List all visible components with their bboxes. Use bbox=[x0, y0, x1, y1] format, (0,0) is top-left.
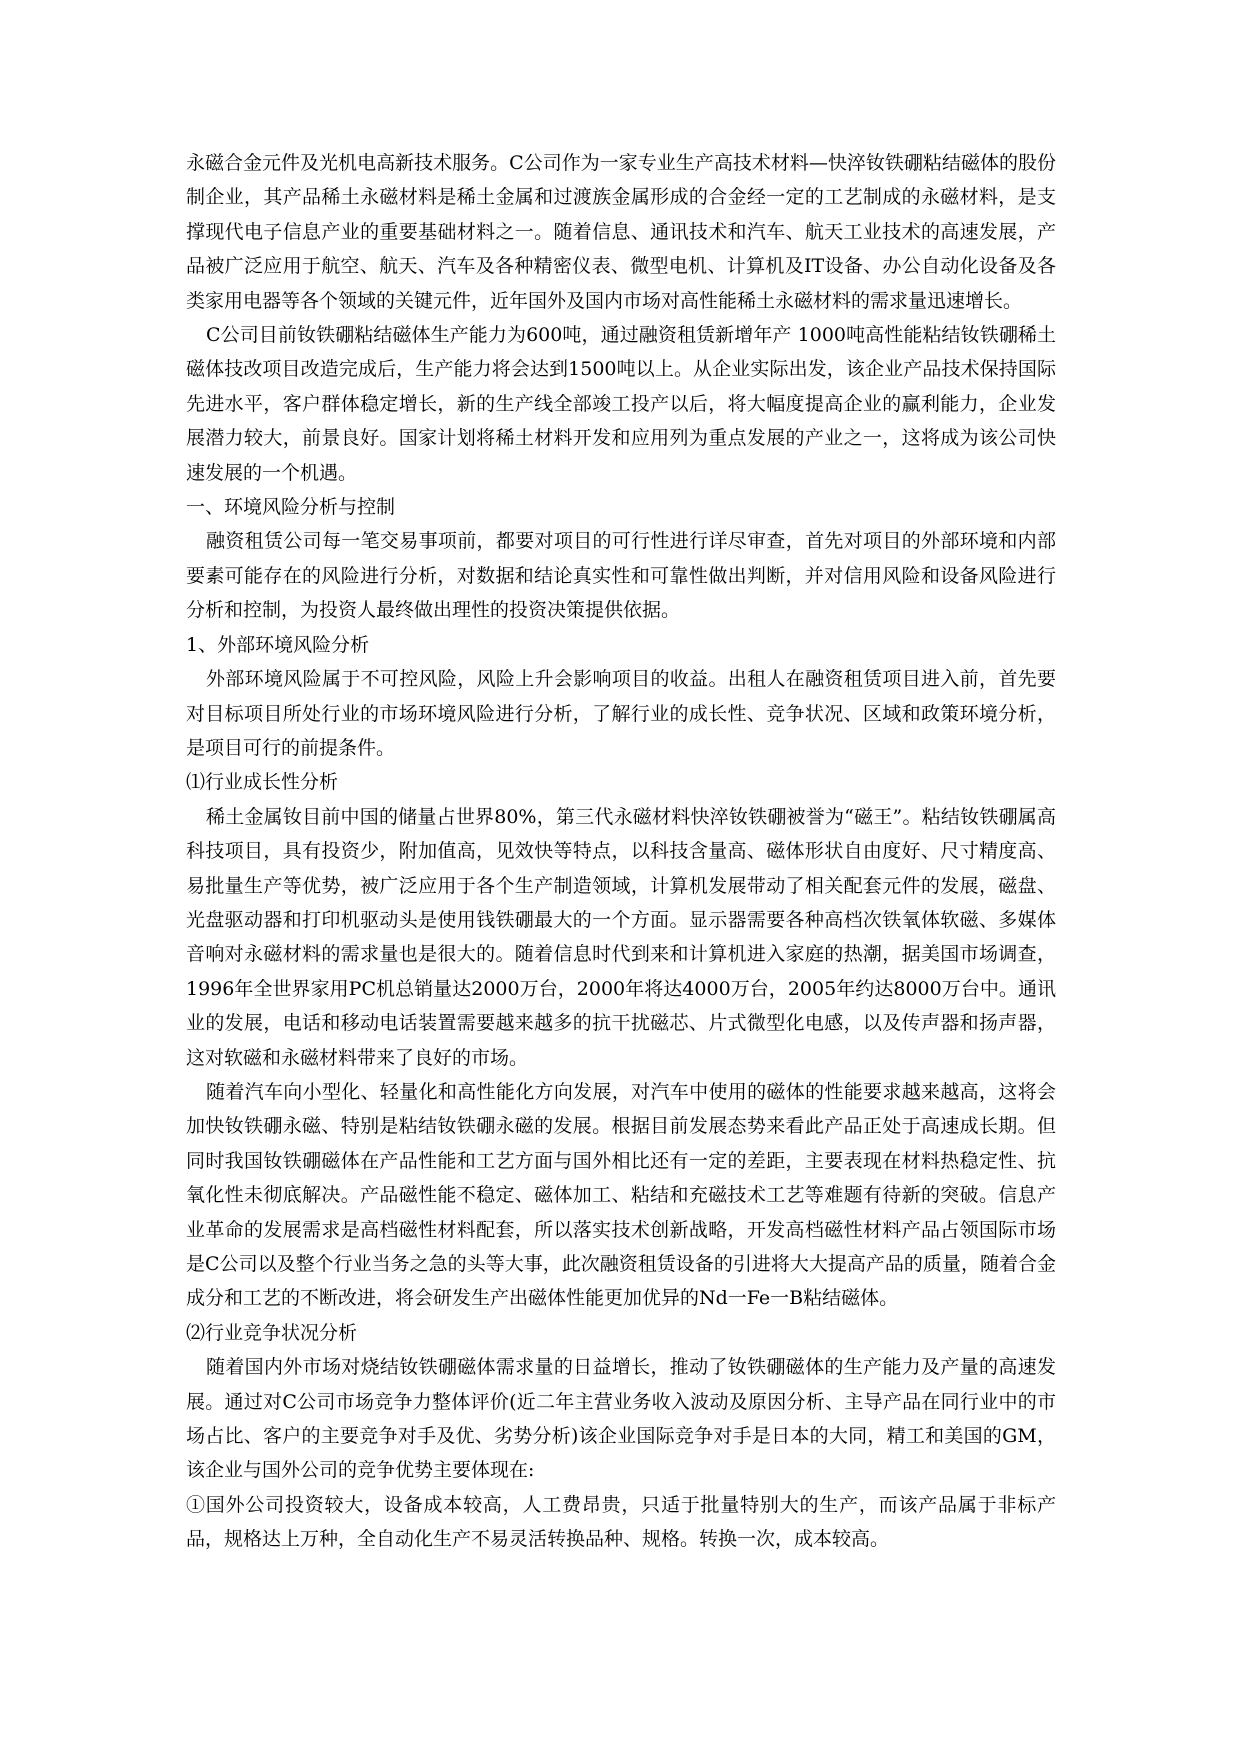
document-body bbox=[186, 146, 1056, 1557]
list-item: ①国外公司投资较大，设备成本较高，人工费昂贵，只适于批量特别大的生产，而该产品属于非标产品，规格达上万种，全自动化生产不易灵活转换品种、规格。转换一次，成本较高。 bbox=[186, 1493, 1056, 1551]
body-paragraph: 外部环境风险属于不可控风险，风险上升会影响项目的收益。出租人在融资租赁项目进入前，首先要对目标项目所处行业的市场环境风险进行分析，了解行业的成长性、竞争状况、区域和政策环境分析，是项目可行的前提条件。 bbox=[186, 668, 1056, 759]
body-paragraph: C公司目前钕铁硼粘结磁体生产能力为600吨，通过融资租赁新增年产 1000吨高性能粘结钕铁硼稀土磁体技改项目改造完成后，生产能力将会达到1500吨以上。从企业实际出发，该企业产品技术保持国际先进水平，客户群体稳定增长，新的生产线全部竣工投产以后，将大幅度提高企业的赢利能力，企业发展潜力较大，前景良好。国家计划将稀土材料开发和应用列为重点发展的产业之一，这将成为该公司快速发展的一个机遇。 bbox=[186, 324, 1056, 484]
subsection-heading: 1、外部环境风险分析 bbox=[186, 633, 370, 656]
body-paragraph: 融资租赁公司每一笔交易事项前，都要对项目的可行性进行详尽审查，首先对项目的外部环境和内部要素可能存在的风险进行分析，对数据和结论真实性和可靠性做出判断，并对信用风险和设备风险进行分析和控制，为投资人最终做出理性的投资决策提供依据。 bbox=[186, 530, 1056, 622]
body-paragraph: 稀土金属钕目前中国的储量占世界80%，第三代永磁材料快淬钕铁硼被誉为“磁王”。粘结钕铁硼属高科技项目，具有投资少，附加值高，见效快等特点，以科技含量高、磁体形状自由度好、尺寸精度高、易批量生产等优势，被广泛应用于各个生产制造领域，计算机发展带动了相关配套元件的发展，磁盘、光盘驱动器和打印机驱动头是使用钱铁硼最大的一个方面。显示器需要各种高档次铁氧体软磁、多媒体音响对永磁材料的需求量也是很大的。随着信息时代到来和计算机进入家庭的热潮，据美国市场调查，1996年全世界家用PC机总销量达2000万台，2000年将达4000万台，2005年约达8000万台中。通讯业的发展，电话和移动电话装置需要越来越多的抗干扰磁芯、片式微型化电感，以及传声器和扬声器，这对软磁和永磁材料带来了良好的市场。 bbox=[186, 805, 1056, 1069]
subsection-heading: ⑵行业竞争状况分析 bbox=[186, 1321, 358, 1344]
subsection-heading: ⑴行业成长性分析 bbox=[186, 771, 339, 794]
body-paragraph: 永磁合金元件及光机电高新技术服务。C公司作为一家专业生产高技术材料—快淬钕铁硼粘结磁体的股份制企业，其产品稀土永磁材料是稀土金属和过渡族金属形成的合金经一定的工艺制成的永磁材料，是支撑现代电子信息产业的重要基础材料之一。随着信息、通讯技术和汽车、航天工业技术的高速发展，产品被广泛应用于航空、航天、汽车及各种精密仪表、微型电机、计算机及IT设备、办公自动化设备及各类家用电器等各个领域的关键元件，近年国外及国内市场对高性能稀土永磁材料的需求量迅速增长。 bbox=[186, 152, 1056, 312]
section-heading: 一、环境风险分析与控制 bbox=[186, 496, 396, 519]
body-paragraph: 随着汽车向小型化、轻量化和高性能化方向发展，对汽车中使用的磁体的性能要求越来越高，这将会加快钕铁硼永磁、特别是粘结钕铁硼永磁的发展。根据目前发展态势来看此产品正处于高速成长期。但同时我国钕铁硼磁体在产品性能和工艺方面与国外相比还有一定的差距，主要表现在材料热稳定性、抗氧化性未彻底解决。产品磁性能不稳定、磁体加工、粘结和充磁技术工艺等难题有待新的突破。信息产业革命的发展需求是高档磁性材料配套，所以落实技术创新战略，开发高档磁性材料产品占领国际市场是C公司以及整个行业当务之急的头等大事，此次融资租赁设备的引进将大大提高产品的质量，随着合金成分和工艺的不断改进，将会研发生产出磁体性能更加优异的Nd一Fe一B粘结磁体。 bbox=[186, 1080, 1056, 1310]
body-paragraph: 随着国内外市场对烧结钕铁硼磁体需求量的日益增长，推动了钕铁硼磁体的生产能力及产量的高速发展。通过对C公司市场竞争力整体评价(近二年主营业务收入波动及原因分析、主导产品在同行业中的市场占比、客户的主要竞争对手及优、劣势分析)该企业国际竞争对手是日本的大同，精工和美国的GM，该企业与国外公司的竞争优势主要体现在: bbox=[186, 1356, 1056, 1482]
